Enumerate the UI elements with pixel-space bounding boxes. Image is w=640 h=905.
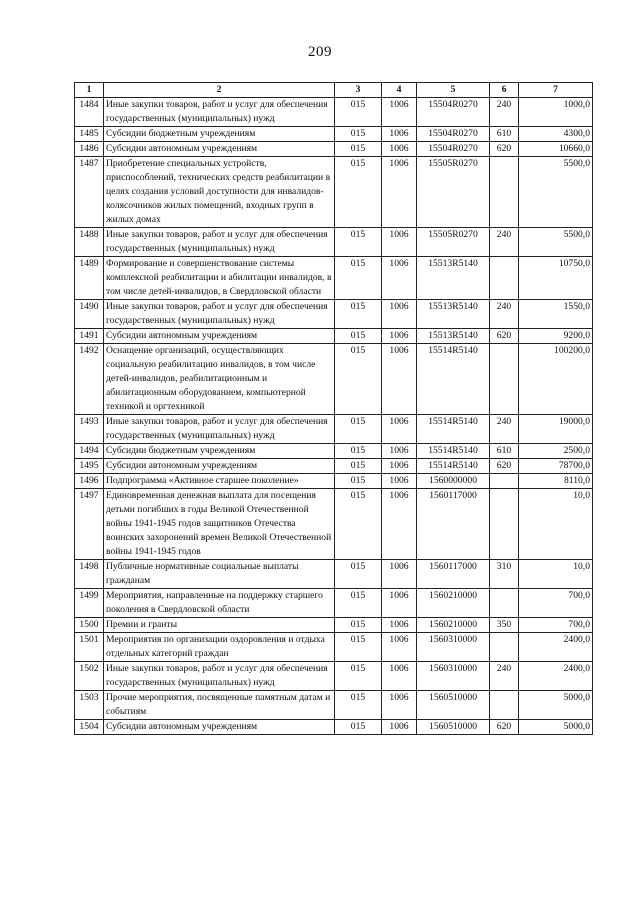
table-row (75, 560, 593, 589)
row-amount: 19000,0 (519, 415, 593, 444)
row-section-code: 1006 (382, 489, 417, 560)
row-expense-type: 620 (490, 142, 519, 157)
row-ministry-code: 015 (335, 459, 382, 474)
row-expense-type: 240 (490, 228, 519, 257)
row-target-code: 15505R0270 (417, 228, 490, 257)
row-target-code: 1560310000 (417, 662, 490, 691)
row-number: 1495 (75, 459, 104, 474)
table-header-row (75, 83, 593, 98)
row-number: 1504 (75, 720, 104, 735)
row-number: 1494 (75, 444, 104, 459)
row-section-code: 1006 (382, 98, 417, 127)
row-section-code: 1006 (382, 329, 417, 344)
row-target-code: 15514R5140 (417, 459, 490, 474)
row-ministry-code: 015 (335, 127, 382, 142)
row-expense-type (490, 474, 519, 489)
row-target-code: 1560000000 (417, 474, 490, 489)
row-section-code: 1006 (382, 633, 417, 662)
row-expense-type: 240 (490, 98, 519, 127)
table-row (75, 589, 593, 618)
row-number: 1503 (75, 691, 104, 720)
row-name: Субсидии автономным учреждениям (104, 142, 335, 157)
row-section-code: 1006 (382, 142, 417, 157)
row-target-code: 1560510000 (417, 720, 490, 735)
row-section-code: 1006 (382, 344, 417, 415)
header-col-2: 2 (104, 83, 335, 98)
row-section-code: 1006 (382, 444, 417, 459)
row-amount: 1550,0 (519, 300, 593, 329)
row-number: 1502 (75, 662, 104, 691)
row-target-code: 1560310000 (417, 633, 490, 662)
row-name: Иные закупки товаров, работ и услуг для обеспечения государственных (муниципальных) нужд (104, 98, 335, 127)
table-row (75, 489, 593, 560)
row-target-code: 15514R5140 (417, 444, 490, 459)
header-col-4: 4 (382, 83, 417, 98)
row-section-code: 1006 (382, 474, 417, 489)
row-name: Оснащение организаций, осуществляющих социальную реабилитацию инвалидов, в том числе детей-инвалидов, реабилитационным и абилитационным оборудованием, компьютерной техникой и оргтехникой (104, 344, 335, 415)
header-col-5: 5 (417, 83, 490, 98)
row-amount: 1000,0 (519, 98, 593, 127)
table-body (75, 98, 593, 735)
row-expense-type (490, 691, 519, 720)
row-number: 1487 (75, 157, 104, 228)
row-ministry-code: 015 (335, 589, 382, 618)
row-section-code: 1006 (382, 560, 417, 589)
row-ministry-code: 015 (335, 691, 382, 720)
row-ministry-code: 015 (335, 720, 382, 735)
row-ministry-code: 015 (335, 257, 382, 300)
row-ministry-code: 015 (335, 98, 382, 127)
row-section-code: 1006 (382, 257, 417, 300)
row-name: Единовременная денежная выплата для посещения детьми погибших в годы Великой Отечественной войны 1941-1945 годов защитников Отечества воинских захоронений времен Великой Отечественной войны 1941-1945 годов (104, 489, 335, 560)
row-amount: 8110,0 (519, 474, 593, 489)
row-number: 1491 (75, 329, 104, 344)
row-name: Публичные нормативные социальные выплаты гражданам (104, 560, 335, 589)
row-amount: 2400,0 (519, 662, 593, 691)
row-target-code: 1560117000 (417, 489, 490, 560)
row-section-code: 1006 (382, 691, 417, 720)
table-row (75, 415, 593, 444)
row-number: 1484 (75, 98, 104, 127)
row-target-code: 15504R0270 (417, 98, 490, 127)
row-target-code: 1560210000 (417, 589, 490, 618)
table-row (75, 257, 593, 300)
row-amount: 5000,0 (519, 691, 593, 720)
row-ministry-code: 015 (335, 474, 382, 489)
table-row (75, 474, 593, 489)
row-amount: 700,0 (519, 618, 593, 633)
row-amount: 2500,0 (519, 444, 593, 459)
row-ministry-code: 015 (335, 300, 382, 329)
row-expense-type: 240 (490, 300, 519, 329)
row-target-code: 15505R0270 (417, 157, 490, 228)
row-section-code: 1006 (382, 415, 417, 444)
row-expense-type: 350 (490, 618, 519, 633)
row-section-code: 1006 (382, 662, 417, 691)
row-ministry-code: 015 (335, 662, 382, 691)
row-expense-type (490, 489, 519, 560)
row-expense-type: 240 (490, 415, 519, 444)
row-number: 1485 (75, 127, 104, 142)
row-amount: 700,0 (519, 589, 593, 618)
row-amount: 78700,0 (519, 459, 593, 474)
row-amount: 5500,0 (519, 228, 593, 257)
row-target-code: 1560510000 (417, 691, 490, 720)
row-target-code: 1560210000 (417, 618, 490, 633)
row-ministry-code: 015 (335, 142, 382, 157)
row-ministry-code: 015 (335, 344, 382, 415)
row-ministry-code: 015 (335, 560, 382, 589)
row-number: 1497 (75, 489, 104, 560)
row-amount: 5000,0 (519, 720, 593, 735)
row-number: 1490 (75, 300, 104, 329)
table-row (75, 344, 593, 415)
row-section-code: 1006 (382, 228, 417, 257)
row-target-code: 15514R5140 (417, 344, 490, 415)
table-row (75, 662, 593, 691)
row-number: 1489 (75, 257, 104, 300)
row-section-code: 1006 (382, 618, 417, 633)
row-expense-type (490, 257, 519, 300)
row-target-code: 15514R5140 (417, 415, 490, 444)
row-section-code: 1006 (382, 720, 417, 735)
row-target-code: 15513R5140 (417, 329, 490, 344)
row-name: Иные закупки товаров, работ и услуг для обеспечения государственных (муниципальных) нужд (104, 300, 335, 329)
row-expense-type: 620 (490, 329, 519, 344)
row-name: Прочие мероприятия, посвященные памятным датам и событиям (104, 691, 335, 720)
table-row (75, 300, 593, 329)
row-number: 1493 (75, 415, 104, 444)
row-number: 1492 (75, 344, 104, 415)
row-section-code: 1006 (382, 589, 417, 618)
row-section-code: 1006 (382, 300, 417, 329)
row-amount: 4300,0 (519, 127, 593, 142)
row-name: Приобретение специальных устройств, приспособлений, технических средств реабилитации в целях создания условий доступности для инвалидов-колясочников жилых помещений, входных групп в жилых домах (104, 157, 335, 228)
row-section-code: 1006 (382, 459, 417, 474)
header-col-1: 1 (75, 83, 104, 98)
row-number: 1488 (75, 228, 104, 257)
row-name: Субсидии бюджетным учреждениям (104, 127, 335, 142)
table-row (75, 633, 593, 662)
row-number: 1499 (75, 589, 104, 618)
row-amount: 2400,0 (519, 633, 593, 662)
row-number: 1500 (75, 618, 104, 633)
page-number: 209 (308, 44, 332, 60)
row-amount: 10750,0 (519, 257, 593, 300)
table-row (75, 142, 593, 157)
row-name: Премии и гранты (104, 618, 335, 633)
row-amount: 10660,0 (519, 142, 593, 157)
row-name: Формирование и совершенствование системы комплексной реабилитации и абилитации инвалидов, в том числе детей-инвалидов, в Свердловской области (104, 257, 335, 300)
row-amount: 9200,0 (519, 329, 593, 344)
row-target-code: 15513R5140 (417, 300, 490, 329)
row-target-code: 15504R0270 (417, 142, 490, 157)
row-section-code: 1006 (382, 127, 417, 142)
row-number: 1496 (75, 474, 104, 489)
table-row (75, 329, 593, 344)
row-number: 1501 (75, 633, 104, 662)
row-name: Иные закупки товаров, работ и услуг для обеспечения государственных (муниципальных) нужд (104, 415, 335, 444)
row-section-code: 1006 (382, 157, 417, 228)
row-expense-type (490, 633, 519, 662)
row-expense-type: 240 (490, 662, 519, 691)
row-ministry-code: 015 (335, 329, 382, 344)
table-row (75, 98, 593, 127)
row-expense-type: 620 (490, 720, 519, 735)
header-col-6: 6 (490, 83, 519, 98)
row-name: Подпрограмма «Активное старшее поколение» (104, 474, 335, 489)
row-target-code: 15504R0270 (417, 127, 490, 142)
row-expense-type (490, 157, 519, 228)
table-row (75, 691, 593, 720)
row-name: Мероприятия по организации оздоровления и отдыха отдельных категорий граждан (104, 633, 335, 662)
row-name: Иные закупки товаров, работ и услуг для обеспечения государственных (муниципальных) нужд (104, 228, 335, 257)
table-row (75, 618, 593, 633)
row-name: Субсидии бюджетным учреждениям (104, 444, 335, 459)
row-expense-type: 610 (490, 127, 519, 142)
row-target-code: 15513R5140 (417, 257, 490, 300)
row-ministry-code: 015 (335, 415, 382, 444)
header-col-3: 3 (335, 83, 382, 98)
row-amount: 10,0 (519, 560, 593, 589)
row-number: 1486 (75, 142, 104, 157)
row-ministry-code: 015 (335, 444, 382, 459)
row-name: Мероприятия, направленные на поддержку старшего поколения в Свердловской области (104, 589, 335, 618)
table-row (75, 228, 593, 257)
row-number: 1498 (75, 560, 104, 589)
row-expense-type (490, 344, 519, 415)
table-row (75, 157, 593, 228)
row-target-code: 1560117000 (417, 560, 490, 589)
row-expense-type: 620 (490, 459, 519, 474)
table-row (75, 444, 593, 459)
budget-table (74, 82, 593, 735)
row-ministry-code: 015 (335, 157, 382, 228)
row-amount: 5500,0 (519, 157, 593, 228)
row-amount: 100200,0 (519, 344, 593, 415)
table-row (75, 127, 593, 142)
row-expense-type: 310 (490, 560, 519, 589)
row-amount: 10,0 (519, 489, 593, 560)
row-name: Субсидии автономным учреждениям (104, 720, 335, 735)
header-col-7: 7 (519, 83, 593, 98)
table-row (75, 459, 593, 474)
table-row (75, 720, 593, 735)
row-expense-type (490, 589, 519, 618)
row-ministry-code: 015 (335, 228, 382, 257)
row-name: Субсидии автономным учреждениям (104, 329, 335, 344)
row-ministry-code: 015 (335, 618, 382, 633)
row-ministry-code: 015 (335, 489, 382, 560)
row-ministry-code: 015 (335, 633, 382, 662)
row-expense-type: 610 (490, 444, 519, 459)
row-name: Иные закупки товаров, работ и услуг для обеспечения государственных (муниципальных) нужд (104, 662, 335, 691)
row-name: Субсидии автономным учреждениям (104, 459, 335, 474)
